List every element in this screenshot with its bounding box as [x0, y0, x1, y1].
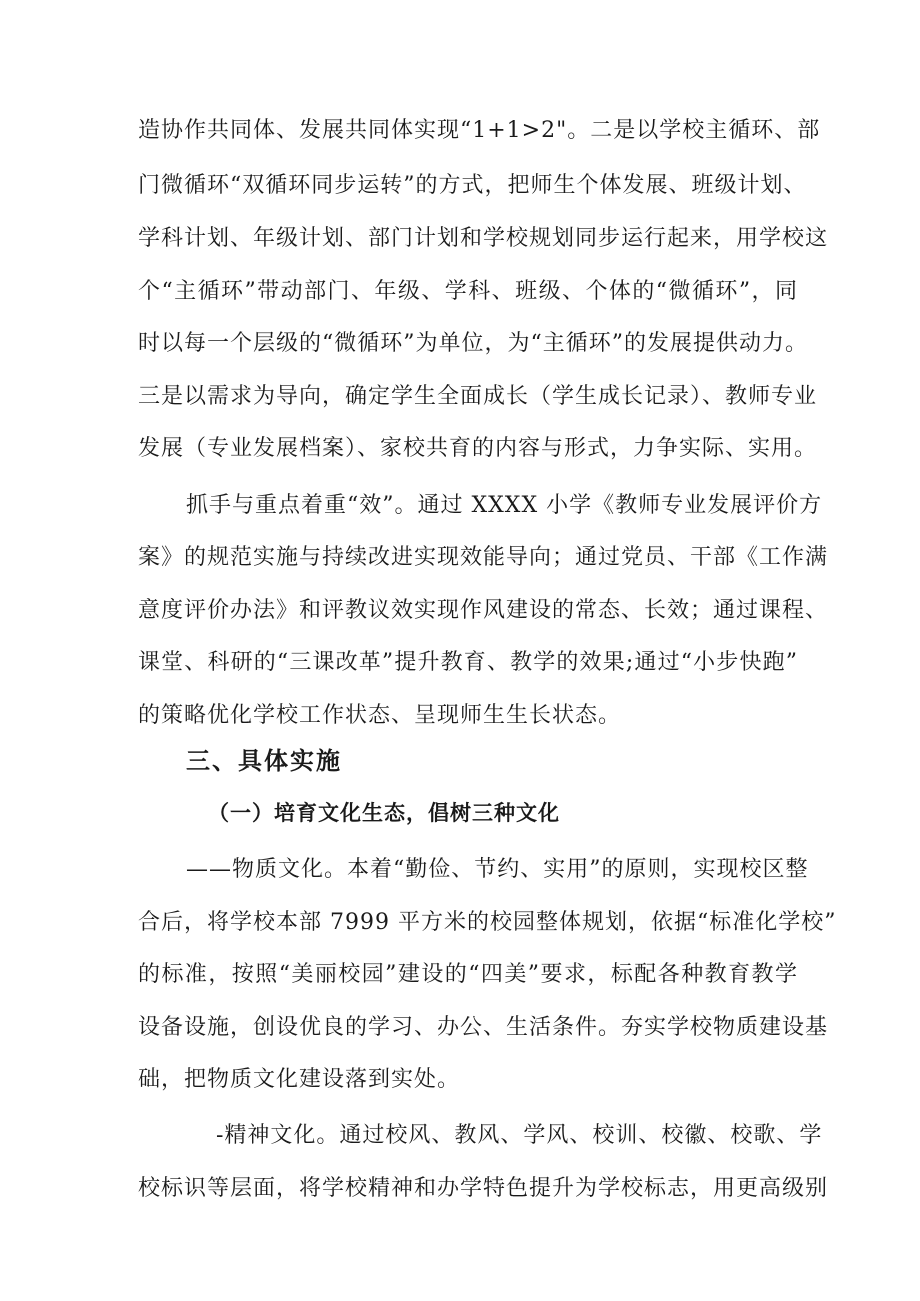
text-line: 个“主循环”带动部门、年级、学科、班级、个体的“微循环”，同 — [138, 279, 798, 304]
text-line: 抓手与重点着重“效”。通过 XXXX 小学《教师专业发展评价方 — [186, 493, 823, 518]
text-line: 时以每一个层级的“微循环”为单位，为“主循环”的发展提供动力。 — [138, 331, 808, 356]
section-heading: 三、具体实施 — [186, 747, 342, 775]
text-line: 学科计划、年级计划、部门计划和学校规划同步运行起来，用学校这 — [138, 226, 829, 251]
text-line: ——物质文化。本着“勤俭、节约、实用”的原则，实现校区整 — [186, 857, 809, 882]
text-line: 造协作共同体、发展共同体实现“1+1>2"。二是以学校主循环、部 — [138, 118, 821, 143]
text-line: 门微循环“双循环同步运转”的方式，把师生个体发展、班级计划、 — [138, 173, 807, 198]
text-line: 础，把物质文化建设落到实处。 — [138, 1067, 461, 1092]
text-line: 案》的规范实施与持续改进实现效能导向；通过党员、干部《工作满 — [138, 545, 829, 570]
text-line: 发展（专业发展档案）、家校共育的内容与形式，力争实际、实用。 — [138, 436, 818, 461]
text-line: 的标准，按照“美丽校园”建设的“四美”要求，标配各种教育教学 — [138, 962, 798, 987]
subsection-heading: （一）培育文化生态，倡树三种文化 — [208, 801, 560, 825]
text-line: 课堂、科研的“三课改革”提升教育、教学的效果;通过“小步快跑” — [138, 650, 798, 675]
text-line: 校标识等层面，将学校精神和办学特色提升为学校标志，用更高级别 — [138, 1176, 829, 1201]
text-line: 意度评价办法》和评教议效实现作风建设的常态、长效；通过课程、 — [138, 598, 829, 623]
text-line: 的策略优化学校工作状态、呈现师生生长状态。 — [138, 703, 622, 728]
text-line: 设备设施，创设优良的学习、办公、生活条件。夯实学校物质建设基 — [138, 1015, 829, 1040]
text-line: -精神文化。通过校风、教风、学风、校训、校徽、校歌、学 — [216, 1123, 823, 1148]
text-line: 合后，将学校本部 7999 平方米的校园整体规划，依据“标准化学校” — [138, 910, 837, 935]
text-line: 三是以需求为导向，确定学生全面成长（学生成长记录）、教师专业 — [138, 384, 818, 409]
